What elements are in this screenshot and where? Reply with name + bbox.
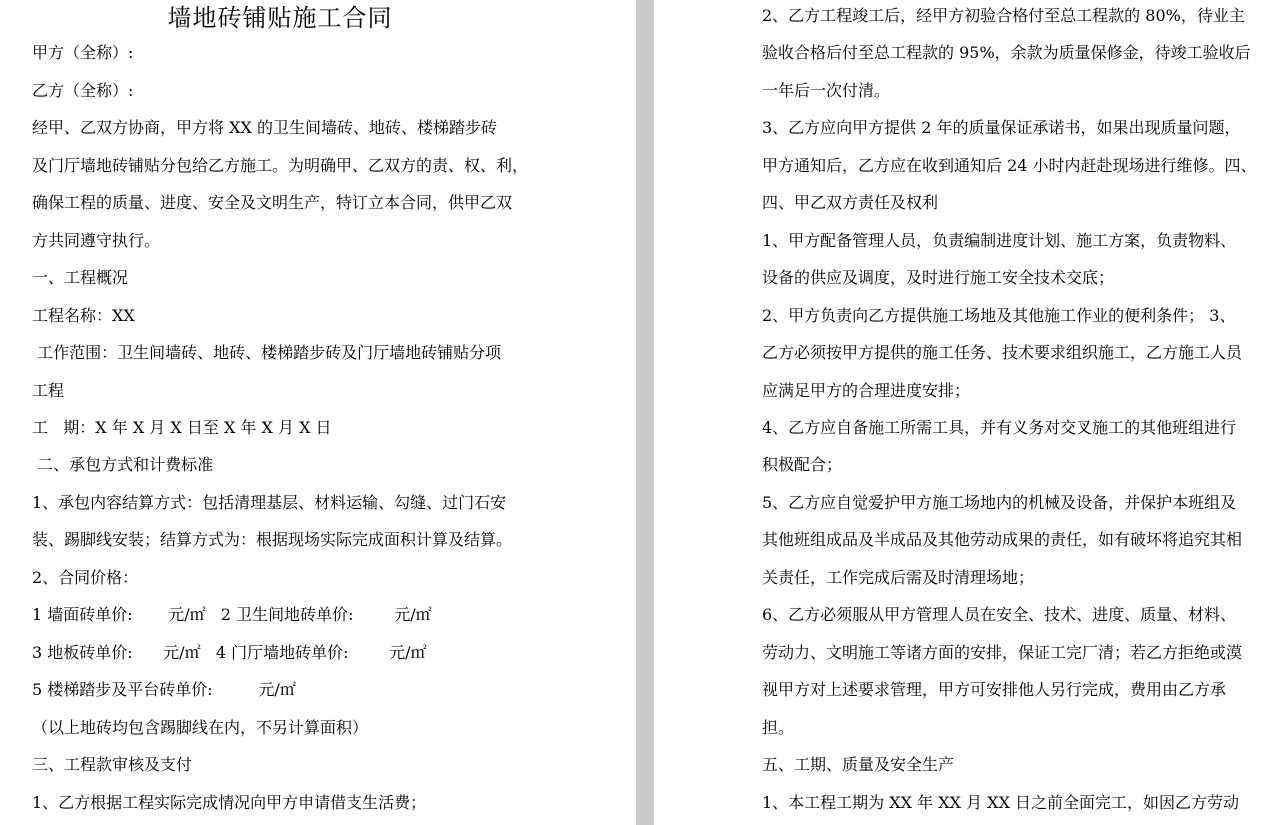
- left-line-10: 工程: [32, 381, 65, 400]
- right-line-1: 2、乙方工程竣工后，经甲方初验合格付至总工程款的 80%，待业主: [762, 6, 1245, 25]
- left-line-1: 甲方（全称）:: [32, 43, 134, 62]
- document-page-left: [0, 0, 636, 825]
- left-line-14: 装、踢脚线安装；结算方式为：根据现场实际完成面积计算及结算。: [32, 530, 513, 549]
- right-line-18: 劳动力、文明施工等诸方面的安排，保证工完厂清；若乙方拒绝或漠: [762, 643, 1243, 662]
- right-line-13: 积极配合；: [762, 455, 843, 474]
- left-line-12: 二、承包方式和计费标准: [32, 455, 214, 474]
- left-line-20: 三、工程款审核及支付: [32, 755, 193, 774]
- left-line-16: 1 墙面砖单价: 元/㎡ 2 卫生间地砖单价: 元/㎡: [32, 605, 432, 624]
- right-line-20: 担。: [762, 718, 795, 737]
- right-line-9: 2、甲方负责向乙方提供施工场地及其他施工作业的便利条件； 3、: [762, 306, 1236, 325]
- page-gutter: [636, 0, 654, 825]
- right-line-8: 设备的供应及调度，及时进行施工安全技术交底；: [762, 268, 1115, 287]
- left-line-17: 3 地板砖单价: 元/㎡ 4 门厅墙地砖单价: 元/㎡: [32, 643, 427, 662]
- left-line-19: （以上地砖均包含踢脚线在内，不另计算面积）: [32, 718, 369, 737]
- left-line-6: 方共同遵守执行。: [32, 231, 161, 250]
- right-line-22: 1、本工程工期为 XX 年 XX 月 XX 日之前全面完工，如因乙方劳动: [762, 793, 1240, 812]
- right-line-4: 3、乙方应向甲方提供 2 年的质量保证承诺书，如果出现质量问题，: [762, 118, 1241, 137]
- left-line-3: 经甲、乙双方协商，甲方将 XX 的卫生间墙砖、地砖、楼梯踏步砖: [32, 118, 497, 137]
- left-line-18: 5 楼梯踏步及平台砖单价: 元/㎡: [32, 680, 296, 699]
- right-line-14: 5、乙方应自觉爱护甲方施工场地内的机械及设备，并保护本班组及: [762, 493, 1237, 512]
- right-line-3: 一年后一次付清。: [762, 81, 891, 100]
- left-line-15: 2、合同价格：: [32, 568, 139, 587]
- right-line-15: 其他班组成品及半成品及其他劳动成果的责任，如有破坏将追究其相: [762, 530, 1243, 549]
- left-line-4: 及门厅墙地砖铺贴分包给乙方施工。为明确甲、乙双方的责、权、利，: [32, 156, 529, 175]
- left-line-11: 工 期：X 年 X 月 X 日至 X 年 X 月 X 日: [32, 418, 332, 437]
- right-line-10: 乙方必须按甲方提供的施工任务、技术要求组织施工，乙方施工人员: [762, 343, 1243, 362]
- right-line-19: 视甲方对上述要求管理，甲方可安排他人另行完成，费用由乙方承: [762, 680, 1227, 699]
- right-line-6: 四、甲乙双方责任及权利: [762, 193, 939, 212]
- right-line-12: 4、乙方应自备施工所需工具，并有义务对交叉施工的其他班组进行: [762, 418, 1237, 437]
- document-title: 墙地砖铺贴施工合同: [167, 4, 393, 32]
- right-line-2: 验收合格后付至总工程款的 95%，余款为质量保修金，待竣工验收后: [762, 43, 1251, 62]
- left-line-5: 确保工程的质量、进度、安全及文明生产，特订立本合同，供甲乙双: [32, 193, 513, 212]
- right-line-5: 甲方通知后，乙方应在收到通知后 24 小时内赶赴现场进行维修。四、: [762, 156, 1257, 175]
- right-line-16: 关责任，工作完成后需及时清理场地；: [762, 568, 1035, 587]
- right-line-17: 6、乙方必须服从甲方管理人员在安全、技术、进度、质量、材料、: [762, 605, 1237, 624]
- left-line-13: 1、承包内容结算方式：包括清理基层、材料运输、勾缝、过门石安: [32, 493, 507, 512]
- right-line-7: 1、甲方配备管理人员，负责编制进度计划、施工方案，负责物料、: [762, 231, 1237, 250]
- right-line-11: 应满足甲方的合理进度安排；: [762, 381, 971, 400]
- left-line-21: 1、乙方根据工程实际完成情况向甲方申请借支生活费；: [32, 793, 427, 812]
- left-line-2: 乙方（全称）:: [32, 81, 134, 100]
- right-line-21: 五、工期、质量及安全生产: [762, 755, 955, 774]
- left-line-9: 工作范围：卫生间墙砖、地砖、楼梯踏步砖及门厅墙地砖铺贴分项: [32, 343, 502, 362]
- left-line-8: 工程名称：XX: [32, 306, 135, 325]
- document-page-right: [654, 0, 1278, 825]
- left-line-7: 一、工程概况: [32, 268, 129, 287]
